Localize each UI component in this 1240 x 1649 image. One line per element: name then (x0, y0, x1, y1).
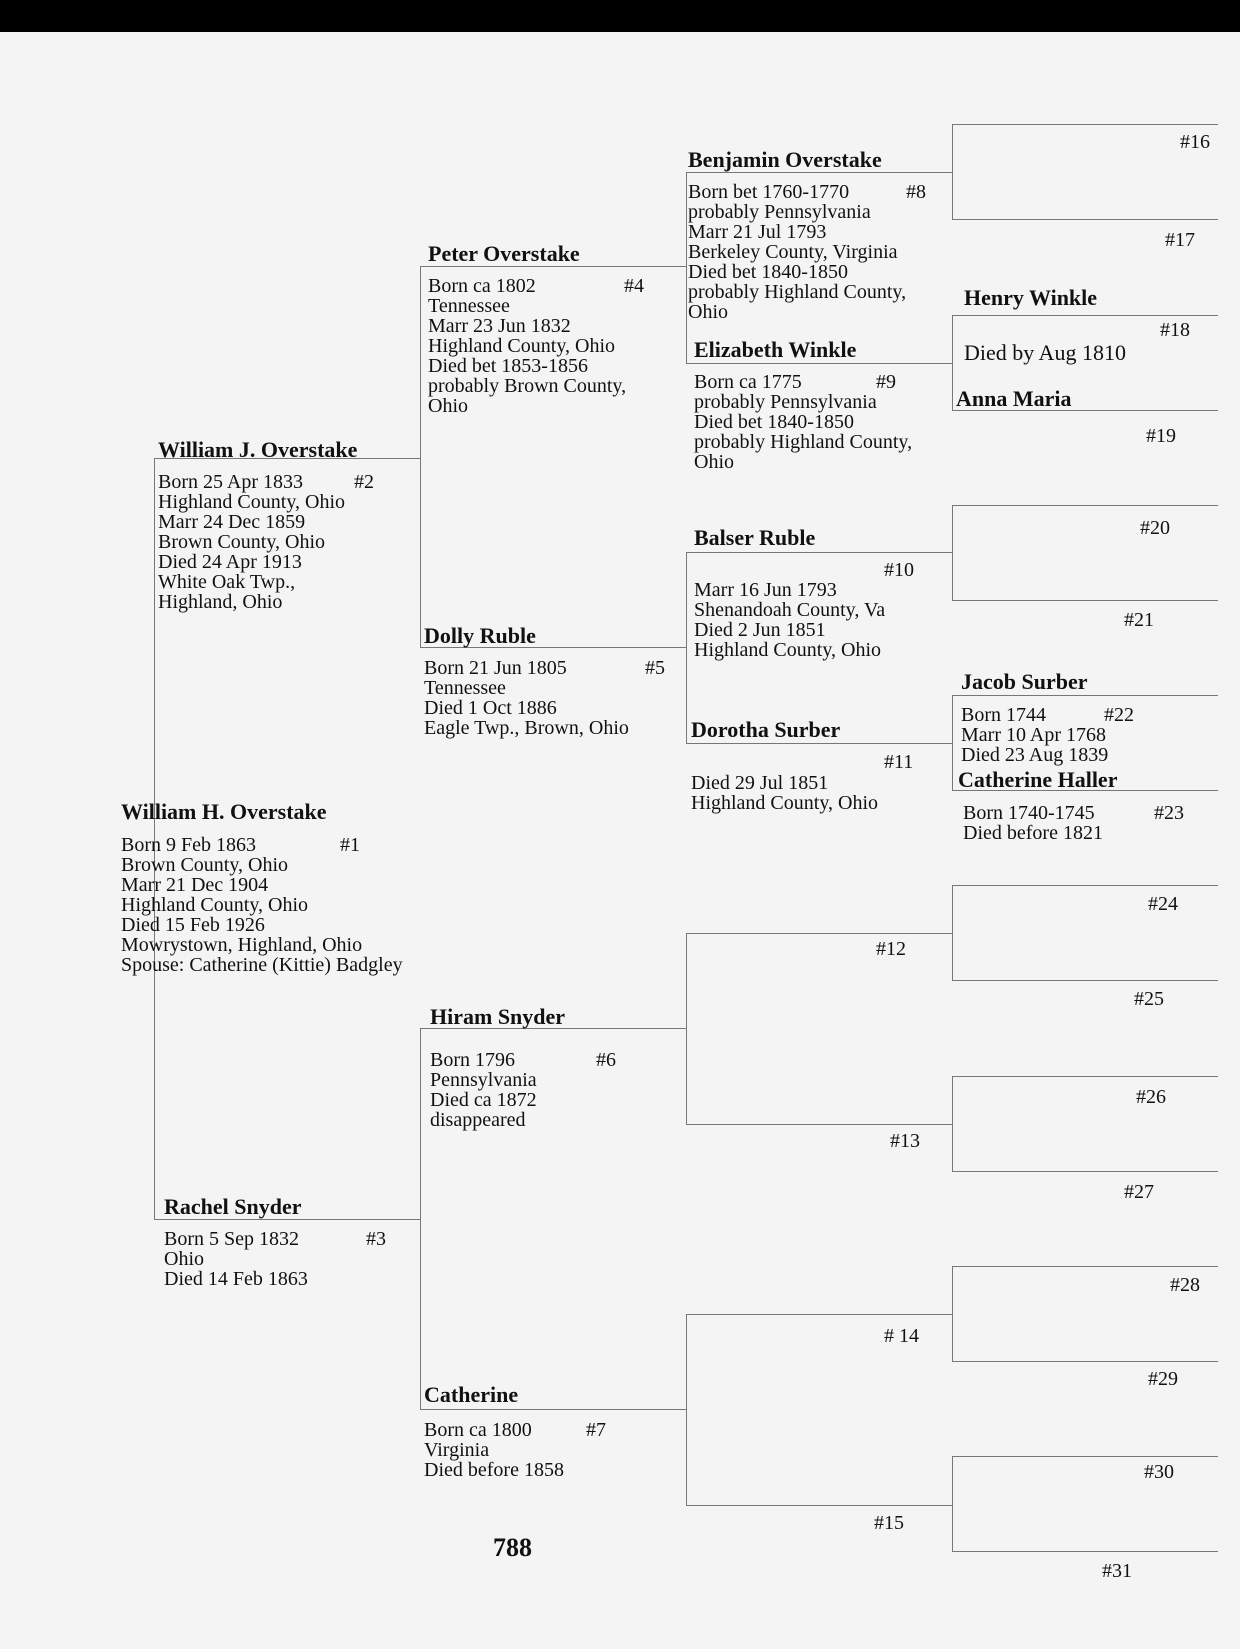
person-16-number: #16 (1180, 131, 1210, 153)
connector (686, 1314, 687, 1506)
person-5-number: #5 (645, 657, 665, 679)
connector (686, 933, 952, 934)
person-4-number: #4 (624, 275, 644, 297)
person-26-number: #26 (1136, 1086, 1166, 1108)
person-2-number: #2 (354, 471, 374, 493)
person-7-name: Catherine (424, 1382, 519, 1407)
person-13-number: #13 (890, 1130, 920, 1152)
connector (686, 1314, 952, 1315)
connector (686, 172, 687, 364)
connector (952, 980, 1218, 981)
connector (686, 1124, 952, 1125)
person-23-name: Catherine Haller (958, 767, 1118, 792)
person-18-details: Died by Aug 1810 (964, 340, 1126, 365)
connector (952, 219, 1218, 220)
scan-top-border (0, 0, 1240, 32)
person-5-details: Born 21 Jun 1805 Tennessee Died 1 Oct 1886 Eagle Twp., Brown, Ohio (424, 657, 629, 739)
connector (952, 1456, 953, 1552)
person-11-number: #11 (884, 751, 914, 773)
person-19-number: #19 (1146, 425, 1176, 447)
connector (686, 363, 952, 364)
person-10-details: Marr 16 Jun 1793 Shenandoah County, Va Died 2 Jun 1851 Highland County, Ohio (694, 579, 886, 661)
person-8-number: #8 (906, 181, 926, 203)
connector (952, 600, 1218, 601)
connector (952, 124, 1218, 125)
person-5-name: Dolly Ruble (424, 623, 536, 648)
person-3-number: #3 (366, 1228, 386, 1250)
connector (420, 266, 421, 648)
person-12-number: #12 (876, 938, 906, 960)
person-7-details: Born ca 1800 Virginia Died before 1858 (424, 1419, 564, 1481)
connector (952, 1456, 1218, 1457)
connector (686, 552, 952, 553)
person-22-details: Born 1744 Marr 10 Apr 1768 Died 23 Aug 1839 (961, 704, 1109, 766)
person-17-number: #17 (1165, 229, 1195, 251)
person-19-name: Anna Maria (956, 386, 1072, 411)
person-18-name: Henry Winkle (964, 285, 1098, 310)
person-9-number: #9 (876, 371, 896, 393)
person-27-number: #27 (1124, 1181, 1154, 1203)
person-9-name: Elizabeth Winkle (694, 337, 857, 362)
person-3-details: Born 5 Sep 1832 Ohio Died 14 Feb 1863 (164, 1228, 308, 1290)
connector (952, 124, 953, 220)
connector (686, 1505, 952, 1506)
person-15-number: #15 (874, 1512, 904, 1534)
person-21-number: #21 (1124, 609, 1154, 631)
connector (952, 1266, 1218, 1267)
connector (420, 1028, 421, 1410)
person-6-number: #6 (596, 1049, 616, 1071)
connector (686, 933, 687, 1125)
connector (420, 266, 686, 267)
page-number: 788 (493, 1533, 532, 1562)
connector (952, 1171, 1218, 1172)
person-24-number: #24 (1148, 893, 1178, 915)
connector (952, 1076, 953, 1172)
person-11-name: Dorotha Surber (691, 717, 841, 742)
connector (952, 505, 953, 601)
connector (952, 315, 1218, 316)
connector (154, 1219, 420, 1220)
person-2-name: William J. Overstake (158, 437, 358, 462)
connector (952, 1551, 1218, 1552)
connector (952, 315, 953, 411)
person-1-name: William H. Overstake (121, 799, 327, 824)
person-30-number: #30 (1144, 1461, 1174, 1483)
person-7-number: #7 (586, 1419, 606, 1441)
person-8-details: Born bet 1760-1770 probably Pennsylvania Marr 21 Jul 1793 Berkeley County, Virginia Died bet 1840-1850 probably Highland County, Ohio (688, 181, 907, 323)
person-9-details: Born ca 1775 probably Pennsylvania Died bet 1840-1850 probably Highland County, Ohio (694, 371, 913, 473)
connector (952, 695, 1218, 696)
person-2-details: Born 25 Apr 1833 Highland County, Ohio Marr 24 Dec 1859 Brown County, Ohio Died 24 Apr 1913 White Oak Twp., Highland, Ohio (158, 471, 346, 613)
person-8-name: Benjamin Overstake (688, 147, 882, 172)
person-1-number: #1 (340, 834, 360, 856)
connector (952, 1361, 1218, 1362)
connector (686, 552, 687, 744)
person-11-details: Died 29 Jul 1851 Highland County, Ohio (691, 772, 879, 814)
connector (952, 695, 953, 791)
connector (952, 505, 1218, 506)
connector (952, 1266, 953, 1362)
person-4-details: Born ca 1802 Tennessee Marr 23 Jun 1832 Highland County, Ohio Died bet 1853-1856 probably Brown County, Ohio (428, 275, 627, 417)
connector (686, 743, 952, 744)
person-28-number: #28 (1170, 1274, 1200, 1296)
person-23-details: Born 1740-1745 Died before 1821 (963, 802, 1103, 844)
person-22-name: Jacob Surber (961, 669, 1088, 694)
person-18-number: #18 (1160, 319, 1190, 341)
person-6-name: Hiram Snyder (430, 1004, 566, 1029)
person-20-number: #20 (1140, 517, 1170, 539)
person-23-number: #23 (1154, 802, 1184, 824)
person-4-name: Peter Overstake (428, 241, 580, 266)
connector (686, 172, 952, 173)
person-6-details: Born 1796 Pennsylvania Died ca 1872 disappeared (430, 1049, 537, 1131)
person-29-number: #29 (1148, 1368, 1178, 1390)
person-22-number: #22 (1104, 704, 1134, 726)
person-31-number: #31 (1102, 1560, 1132, 1582)
person-25-number: #25 (1134, 988, 1164, 1010)
connector (952, 885, 1218, 886)
person-3-name: Rachel Snyder (164, 1194, 302, 1219)
person-10-number: #10 (884, 559, 914, 581)
person-10-name: Balser Ruble (694, 525, 816, 550)
person-1-details: Born 9 Feb 1863 Brown County, Ohio Marr 21 Dec 1904 Highland County, Ohio Died 15 Feb 1926 Mowrystown, Highland, Ohio Spouse: Catherine (Kittie) Badgley (121, 834, 403, 976)
connector (420, 1409, 686, 1410)
person-14-number: # 14 (884, 1325, 919, 1347)
connector (952, 885, 953, 981)
connector (952, 1076, 1218, 1077)
